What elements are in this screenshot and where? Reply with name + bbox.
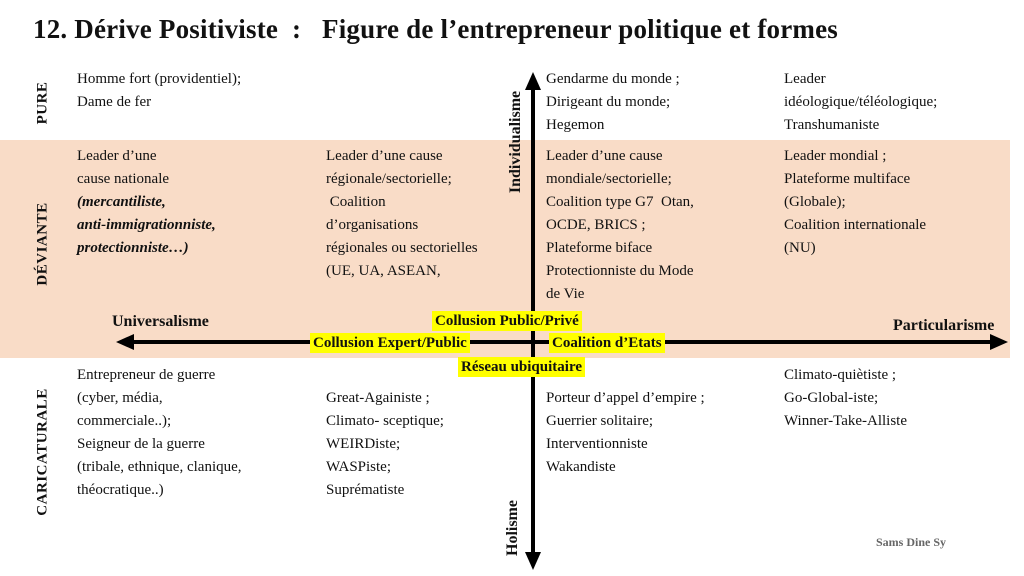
row-label-caricaturale: CARICATURALE <box>34 388 51 516</box>
cell-caricaturale-particularisme-1: Porteur d’appel d’empire ; Guerrier solitaire; Interventionniste Wakandiste <box>546 390 705 475</box>
center-label-collusion-public-prive: Collusion Public/Privé <box>432 311 582 331</box>
cell-caricaturale-universalisme-2: Great-Againiste ; Climato- sceptique; WEIRDiste; WASPiste; Suprématiste <box>326 390 444 498</box>
row-label-deviante: DÉVIANTE <box>34 202 51 286</box>
cell-deviante-1-italic: (mercantiliste, anti-immigrationniste, protectionniste…) <box>77 194 216 256</box>
arrow-up-icon <box>525 72 541 90</box>
center-label-coalition-etats: Coalition d’Etats <box>549 333 665 353</box>
cell-deviante-particularisme-1: Leader d’une cause mondiale/sectorielle; Coalition type G7 Otan, OCDE, BRICS ; Plateforme biface Protectionniste du Mode de Vie <box>546 148 694 302</box>
cell-deviante-universalisme-1 <box>77 145 216 260</box>
axis-label-individualisme: Individualisme <box>507 90 524 194</box>
arrow-down-icon <box>525 552 541 570</box>
cell-deviante-particularisme-2: Leader mondial ; Plateforme multiface (Globale); Coalition internationale (NU) <box>784 148 927 256</box>
cell-deviante-universalisme-2: Leader d’une cause régionale/sectorielle; Coalition d’organisations régionales ou sectorielles (UE, UA, ASEAN, <box>326 148 478 279</box>
page-title: 12. Dérive Positiviste : Figure de l’entrepreneur politique et formes <box>33 14 838 44</box>
cell-caricaturale-universalisme-1: Entrepreneur de guerre (cyber, média, commerciale..); Seigneur de la guerre (tribale, ethnique, clanique, théocratique..) <box>77 367 242 498</box>
axis-label-holisme: Holisme <box>504 500 521 556</box>
cell-deviante-1-text: Leader d’une cause nationale <box>77 148 170 187</box>
cell-pure-particularisme-1: Gendarme du monde ; Dirigeant du monde; Hegemon <box>546 71 680 133</box>
axis-label-universalisme: Universalisme <box>112 313 209 330</box>
center-label-reseau-ubiquitaire: Réseau ubiquitaire <box>458 357 585 377</box>
arrow-right-icon <box>990 334 1008 350</box>
cell-caricaturale-particularisme-2: Climato-quiètiste ; Go-Global-iste; Winner-Take-Alliste <box>784 367 907 429</box>
cell-pure-universalisme: Homme fort (providentiel); Dame de fer <box>77 71 242 110</box>
cell-pure-particularisme-2: Leader idéologique/téléologique; Transhumaniste <box>784 71 938 133</box>
axis-label-particularisme: Particularisme <box>893 317 995 334</box>
arrow-left-icon <box>116 334 134 350</box>
author-credit: Sams Dine Sy <box>875 535 946 549</box>
row-label-pure: PURE <box>34 81 51 125</box>
center-label-collusion-expert-public: Collusion Expert/Public <box>310 333 470 353</box>
